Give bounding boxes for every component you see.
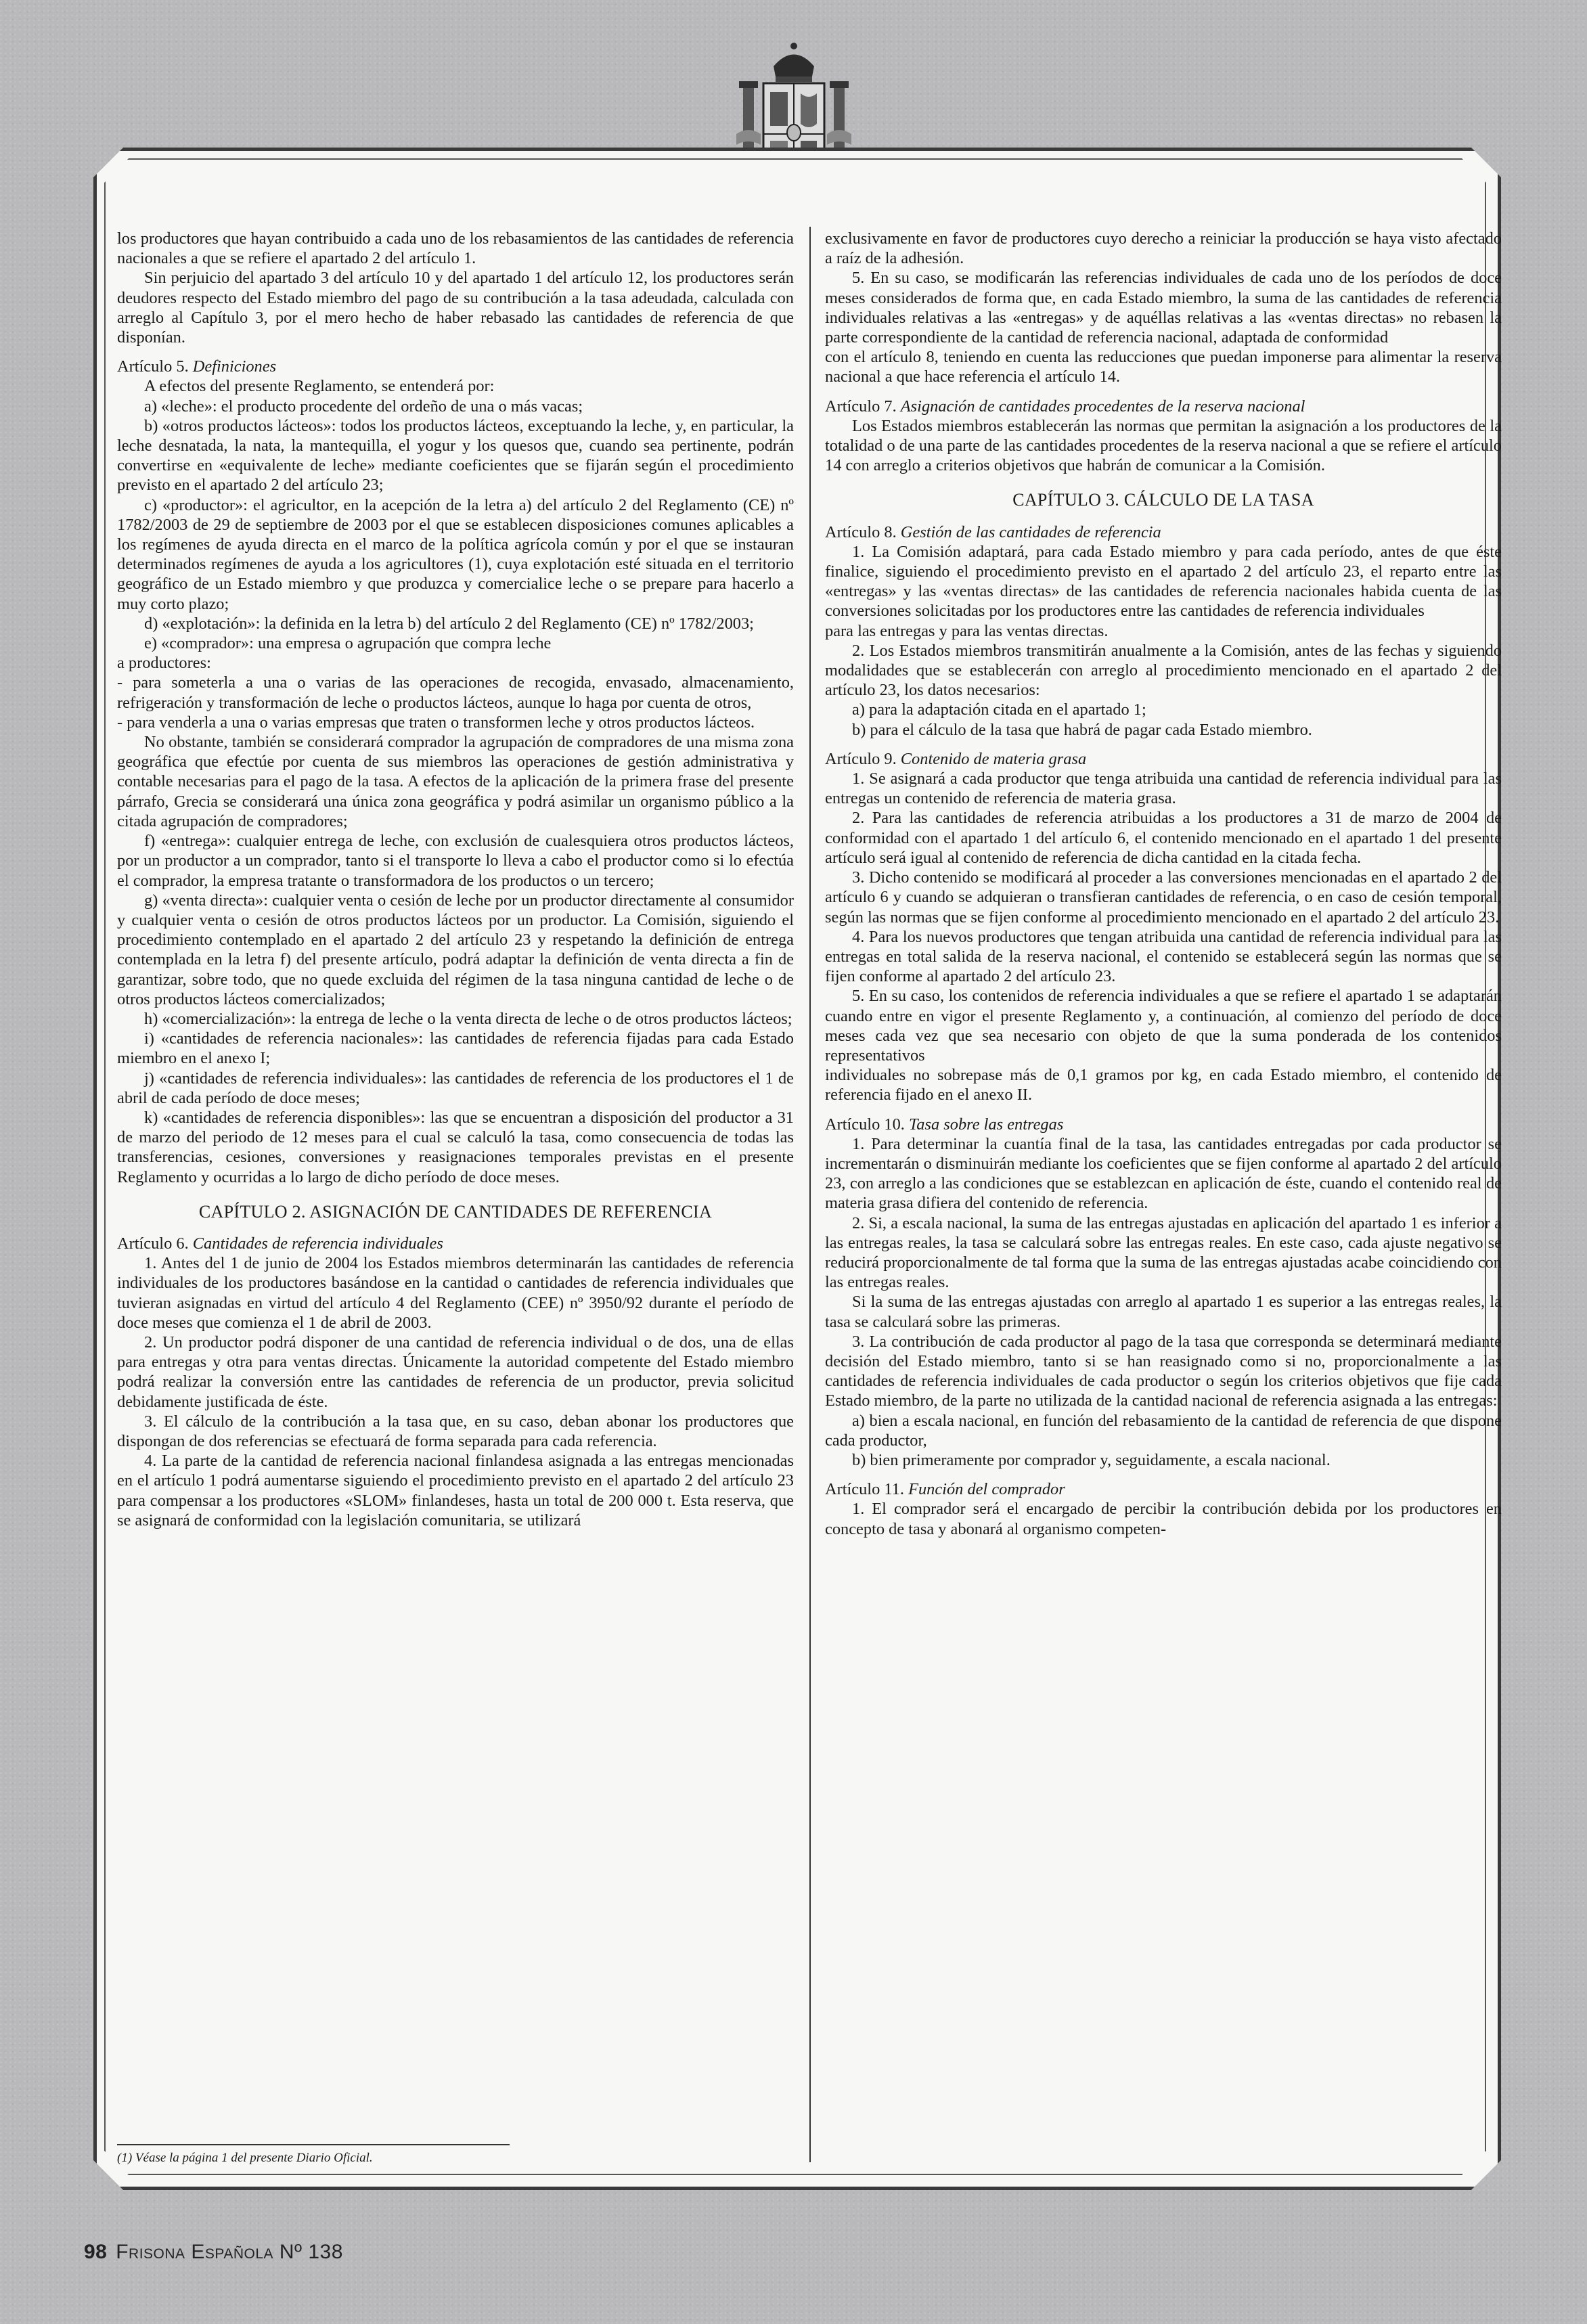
paragraph: b) «otros productos lácteos»: todos los productos lácteos, exceptuando la leche, y, en particular, la leche desnatada, la nata, la mantequilla, el yogur y los quesos que, cuando sea pertinente, podrán convertirse en «equivalente de leche» mediante coeficientes que se fijarán según el procedimiento previsto en el apartado 2 del artículo 23; — [117, 416, 794, 495]
article-heading — [825, 749, 1502, 769]
article-title: Gestión de las cantidades de referencia — [900, 522, 1161, 541]
article-number: Artículo 8. — [825, 522, 901, 541]
paragraph: c) «productor»: el agricultor, en la acepción de la letra a) del artículo 2 del Reglamento (CE) nº 1782/2003 de 29 de septiembre de 2003 por el que se establecen disposiciones comunes aplicables a los regímenes de ayuda directa en el marco de la política agrícola común y por el que se instauran determinados regímenes de ayuda a los agricultores (1), cuya explotación esté situada en el territorio geográfico de un Estado miembro y que produzca y comercialice leche o se prepare para hacerlo a muy corto plazo; — [117, 495, 794, 613]
paragraph: Los Estados miembros establecerán las normas que permitan la asignación a los productores de la totalidad o de una parte de las cantidades procedentes de la reserva nacional a que se refiere el artículo 14 con arreglo a criterios objetivos que habrán de comunicar a la Comisión. — [825, 416, 1502, 475]
paragraph: 1. La Comisión adaptará, para cada Estado miembro y para cada período, antes de que éste finalice, siguiendo el procedimiento previsto en el apartado 2 del artículo 23, el reparto entre las «entregas» y las «ventas directas» de las cantidades de referencia nacionales habida cuenta de las conversiones solicitadas por los productores entre las cantidades de referencia individuales — [825, 542, 1502, 621]
paragraph: individuales no sobrepase más de 0,1 gramos por kg, en cada Estado miembro, el contenido de referencia fijado en el anexo II. — [825, 1066, 1502, 1104]
paragraph: A efectos del presente Reglamento, se entenderá por: — [144, 377, 495, 396]
paragraph: e) «comprador»: una empresa o agrupación que compra leche — [144, 634, 552, 653]
paragraph: Si la suma de las entregas ajustadas con arreglo al apartado 1 es superior a las entregas reales, la tasa se calculará sobre las primeras. — [825, 1293, 1502, 1331]
article-heading — [825, 522, 1502, 542]
paragraph: 2. Para las cantidades de referencia atribuidas a los productores a 31 de marzo de 2004 de conformidad con el apartado 1 del artículo 6, el contenido mencionado en el apartado 1 del presente artículo será igual al contenido de referencia de dicha cantidad en la citada fecha. — [825, 809, 1502, 867]
paragraph: 3. Dicho contenido se modificará al proceder a las conversiones mencionadas en el apartado 2 del artículo 6 y cuando se adquieran o transfieran cantidades de referencia, o en caso de cesión temporal, según las normas que se fijen conforme al procedimiento mencionado en el apartado 2 del artículo 23. — [825, 868, 1502, 926]
article-title: Cantidades de referencia individuales — [192, 1234, 443, 1253]
article-number: Artículo 7. — [825, 397, 901, 416]
paragraph: a) bien a escala nacional, en función del rebasamiento de la cantidad de referencia de que dispone cada productor, — [825, 1411, 1502, 1450]
paragraph: h) «comercialización»: la entrega de leche o la venta directa de leche o de otros productos lácteos; — [144, 1009, 792, 1028]
paragraph: 1. Para determinar la cuantía final de la tasa, las cantidades entregadas por cada productor se incrementarán o disminuirán mediante los coeficientes que se fijen conforme al apartado 2 del artículo 23, con arreglo a las condiciones que se establezcan en aplicación de éste, cuando el contenido real de materia grasa difiera del contenido de referencia. — [825, 1134, 1502, 1213]
publication-name: Frisona Española Nº 138 — [116, 2241, 343, 2263]
paragraph: a) «leche»: el producto procedente del ordeño de una o más vacas; — [144, 397, 583, 416]
paragraph: 5. En su caso, los contenidos de referencia individuales a que se refiere el apartado 1 se adaptarán cuando entre en vigor el presente Reglamento y, a continuación, al comienzo del período de doce meses cada vez que sea necesario con objeto de que la suma ponderada de los contenidos representativos — [825, 987, 1502, 1065]
page-footer — [84, 2241, 343, 2264]
paragraph: j) «cantidades de referencia individuales»: las cantidades de referencia de los productores el 1 de abril de cada período de doce meses; — [117, 1069, 794, 1107]
article-title: Definiciones — [192, 357, 277, 376]
paragraph: 5. En su caso, se modificarán las referencias individuales de cada uno de los períodos de doce meses considerados de forma que, en cada Estado miembro, la suma de las cantidades de referencia individuales relativas a las «entregas» y de aquéllas relativas a las «ventas directas» no rebasen la parte correspondiente de la cantidad de referencia nacional, adaptada de conformidad — [825, 269, 1502, 347]
paragraph: 4. Para los nuevos productores que tengan atribuida una cantidad de referencia individual para las entregas en total salida de la reserva nacional, el contenido se establecerá según las normas que se fijen conforme al apartado 2 del artículo 23. — [825, 927, 1502, 986]
paragraph: g) «venta directa»: cualquier venta o cesión de leche por un productor directamente al consumidor y cualquier venta o cesión de otros productos lácteos por un productor. La Comisión, siguiendo el procedimiento contemplado en el apartado 2 del artículo 23 y respetando la definición de entrega contemplada en la letra f) del presente artículo, podrá adaptar la definición de venta directa a fin de garantizar, sobre todo, que no quede excluida del régimen de la tasa ninguna cantidad de leche o de otros productos lácteos comercializados; — [117, 891, 794, 1008]
article-title: Tasa sobre las entregas — [908, 1115, 1064, 1134]
article-heading — [117, 1234, 794, 1253]
paragraph: Sin perjuicio del apartado 3 del artículo 10 y del apartado 1 del artículo 12, los productores serán deudores respecto del Estado miembro del pago de su contribución a la tasa adeudada, calculada con arreglo al Capítulo 3, por el mero hecho de haber rebasado las cantidades de referencia de que disponían. — [117, 269, 794, 347]
paragraph: con el artículo 8, teniendo en cuenta las reducciones que puedan imponerse para alimentar la reserva nacional a que hace referencia el artículo 14. — [825, 348, 1502, 386]
right-column — [825, 229, 1502, 1539]
chapter-heading: CAPÍTULO 3. CÁLCULO DE LA TASA — [1012, 490, 1314, 510]
paragraph: d) «explotación»: la definida en la letra b) del artículo 2 del Reglamento (CE) nº 1782/2003; — [144, 614, 754, 633]
article-heading — [825, 1479, 1502, 1499]
paragraph: los productores que hayan contribuido a cada uno de los rebasamientos de las cantidades de referencia nacionales a que se refiere el apartado 2 del artículo 1. — [117, 229, 794, 268]
article-number: Artículo 10. — [825, 1115, 909, 1134]
article-title: Asignación de cantidades procedentes de la reserva nacional — [900, 397, 1305, 416]
paragraph: b) para el cálculo de la tasa que habrá de pagar cada Estado miembro. — [852, 720, 1312, 739]
footnote: (1) Véase la página 1 del presente Diario Oficial. — [117, 2151, 373, 2165]
paragraph: 3. El cálculo de la contribución a la tasa que, en su caso, deban abonar los productores que dispongan de dos referencias se efectuará de forma separada para cada referencia. — [117, 1412, 794, 1450]
paragraph: a) para la adaptación citada en el apartado 1; — [852, 700, 1146, 719]
paragraph: 2. Si, a escala nacional, la suma de las entregas ajustadas en aplicación del apartado 1 es inferior a las entregas reales, la tasa se calculará sobre las entregas reales. En este caso, cada ajuste negativo se reducirá proporcionalmente de tal forma que la suma de las entregas ajustadas acabe coincidiendo con las entregas reales. — [825, 1213, 1502, 1292]
paragraph: i) «cantidades de referencia nacionales»: las cantidades de referencia fijadas para cada Estado miembro en el anexo I; — [117, 1029, 794, 1068]
page-number: 98 — [84, 2241, 108, 2263]
paragraph: 2. Los Estados miembros transmitirán anualmente a la Comisión, antes de las fechas y siguiendo modalidades que se establecerán con arreglo al procedimiento mencionado en el apartado 2 del artículo 23, los datos necesarios: — [825, 641, 1502, 700]
paragraph: 1. El comprador será el encargado de percibir la contribución debida por los productores en concepto de tasa y abonará al organismo competen- — [825, 1500, 1502, 1538]
paragraph: 2. Un productor podrá disponer de una cantidad de referencia individual o de dos, una de ellas para entregas y otra para ventas directas. Únicamente la autoridad competente del Estado miembro podrá realizar la conversión entre las cantidades de referencia de un productor, previa solicitud debidamente justificada de éste. — [117, 1333, 794, 1411]
paragraph: f) «entrega»: cualquier entrega de leche, con exclusión de cualesquiera otros productos lácteos, por un productor a un comprador, tanto si el transporte lo lleva a cabo el productor como si lo efectúa el comprador, la empresa tratante o transformadora de los productos o un tercero; — [117, 832, 794, 890]
article-heading — [825, 1115, 1502, 1134]
article-title: Función del comprador — [908, 1480, 1065, 1499]
paragraph: b) bien primeramente por comprador y, seguidamente, a escala nacional. — [852, 1450, 1331, 1469]
article-title: Contenido de materia grasa — [900, 749, 1087, 768]
article-number: Artículo 6. — [117, 1234, 193, 1253]
article-number: Artículo 11. — [825, 1480, 909, 1499]
paragraph: para las entregas y para las ventas directas. — [825, 621, 1109, 640]
article-number: Artículo 9. — [825, 749, 901, 768]
paragraph: 4. La parte de la cantidad de referencia nacional finlandesa asignada a las entregas mencionadas en el artículo 1 podrá aumentarse siguiendo el procedimiento previsto en el apartado 2 del artículo 23 para compensar a los productores «SLOM» finlandeses, hasta un total de 200 000 t. Esta reserva, que se asignará de conformidad con la legislación comunitaria, se utilizará — [117, 1452, 794, 1529]
paragraph: - para venderla a una o varias empresas que traten o transformen leche y otros productos lácteos. — [117, 713, 755, 732]
paragraph: 3. La contribución de cada productor al pago de la tasa que corresponda se determinará mediante decisión del Estado miembro, tanto si se han reasignado como si no, proporcionalmente a las cantidades de referencia individuales de cada productor o según los criterios objetivos que fije cada Estado miembro, de la parte no utilizada de la cantidad nacional de referencia asignada a las entregas: — [825, 1332, 1502, 1410]
article-heading — [117, 357, 794, 376]
paragraph: 1. Se asignará a cada productor que tenga atribuida una cantidad de referencia individual para las entregas un contenido de referencia de materia grasa. — [825, 769, 1502, 808]
footnote-rule — [117, 2144, 510, 2145]
article-heading — [825, 397, 1502, 416]
paragraph: - para someterla a una o varias de las operaciones de recogida, envasado, almacenamiento, refrigeración y transformación de leche o productos lácteos, aunque lo haga por cuenta de otros, — [117, 673, 794, 712]
article-number: Artículo 5. — [117, 357, 193, 376]
paragraph: a productores: — [117, 654, 211, 673]
column-divider — [809, 227, 811, 2162]
paragraph: exclusivamente en favor de productores cuyo derecho a reiniciar la producción se haya visto afectado a raíz de la adhesión. — [825, 229, 1502, 268]
paragraph: k) «cantidades de referencia disponibles»: las que se encuentran a disposición del productor a 31 de marzo del periodo de 12 meses para el cual se calculó la tasa, como consecuencia de todas las transferencias, cesiones, conversiones y reasignaciones temporales previstas en el presente Reglamento y ocurridas a lo largo de dicho período de doce meses. — [117, 1108, 794, 1186]
paragraph: 1. Antes del 1 de junio de 2004 los Estados miembros determinarán las cantidades de referencia individuales de los productores basándose en la cantidad o cantidades de referencia individuales que tuvieran asignadas en virtud del artículo 4 del Reglamento (CEE) nº 3950/92 durante el período de doce meses que comienza el 1 de abril de 2003. — [117, 1254, 794, 1332]
chapter-heading: CAPÍTULO 2. ASIGNACIÓN DE CANTIDADES DE REFERENCIA — [198, 1201, 713, 1222]
paragraph: No obstante, también se considerará comprador la agrupación de compradores de una misma zona geográfica que efectúe por cuenta de sus miembros las operaciones de gestión administrativa y contable necesarias para el pago de la tasa. A efectos de la aplicación de la primera frase del presente párrafo, Grecia se considerará una única zona geográfica y podrá asimilar un organismo público a la citada agrupación de compradores; — [117, 733, 794, 830]
left-column — [117, 229, 794, 1530]
